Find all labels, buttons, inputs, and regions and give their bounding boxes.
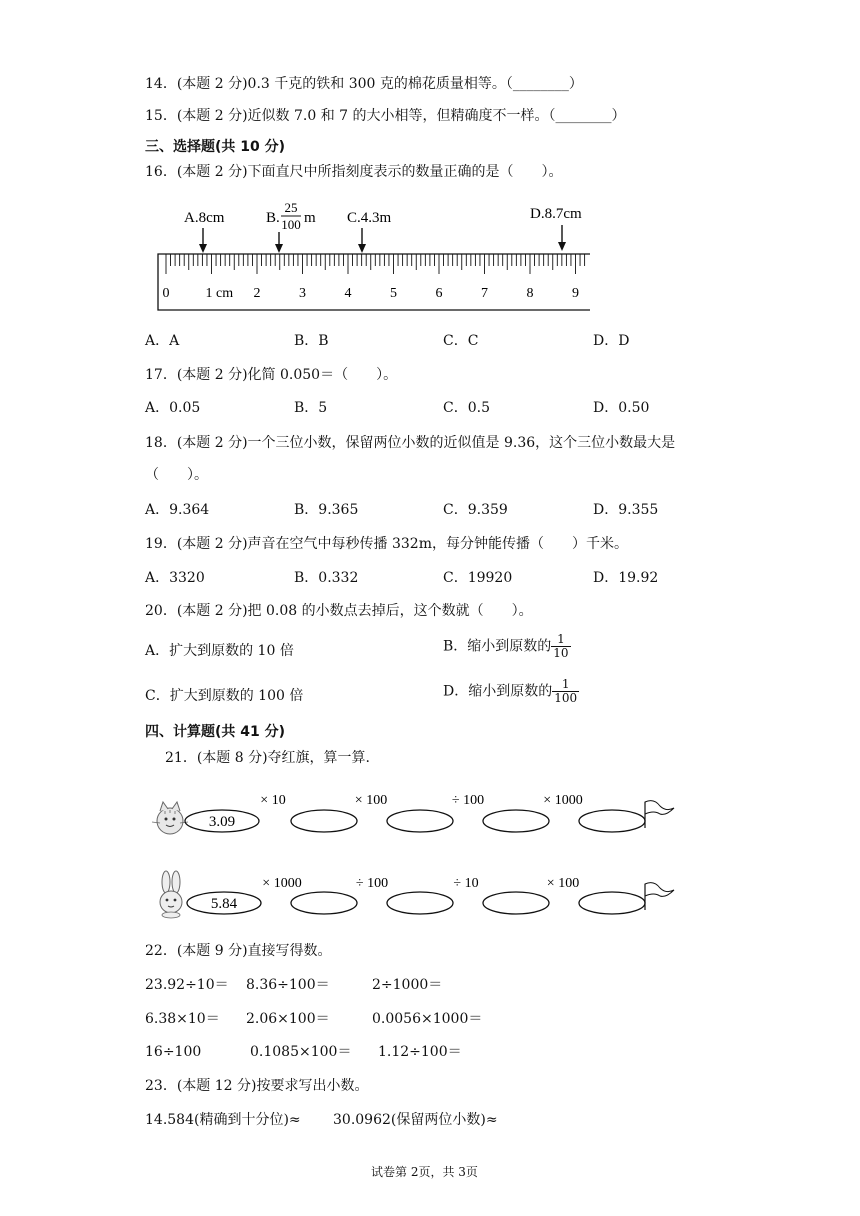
q16-option-d[interactable]: D．D bbox=[593, 333, 630, 349]
row2-answer-oval-1 bbox=[291, 892, 357, 914]
ruler-figure bbox=[150, 198, 600, 316]
row2-answer-oval-4 bbox=[579, 892, 645, 914]
q19-option-b[interactable]: B．0.332 bbox=[294, 570, 359, 586]
ruler-tick-labels bbox=[163, 286, 580, 301]
row2-answer-oval-3 bbox=[483, 892, 549, 914]
ruler-label-b-prefix: B. bbox=[266, 210, 280, 226]
q20-option-d[interactable] bbox=[443, 678, 579, 705]
q16-option-a[interactable]: A．A bbox=[145, 333, 180, 349]
ruler-ticks bbox=[166, 254, 585, 274]
q16-option-b[interactable]: B．B bbox=[294, 333, 329, 349]
row1-op-4: × 1000 bbox=[543, 793, 583, 808]
row1-answer-oval-1 bbox=[291, 810, 357, 832]
row2-op-3: ÷ 10 bbox=[453, 876, 479, 891]
ruler-tick-label: 5 bbox=[390, 286, 397, 301]
page-footer: 试卷第 2页，共 3页 bbox=[371, 1165, 478, 1179]
q17-option-d[interactable]: D．0.50 bbox=[593, 400, 650, 416]
question-15: 15．(本题 2 分)近似数 7.0 和 7 的大小相等，但精确度不一样。（________） bbox=[145, 108, 626, 124]
q17-option-a[interactable]: A．0.05 bbox=[145, 400, 201, 416]
ruler-label-b-num: 25 bbox=[284, 200, 298, 215]
q20-option-d-label: D．缩小到原数的 bbox=[443, 683, 553, 700]
row2-op-4: × 100 bbox=[546, 876, 580, 891]
q22-item: 2÷1000＝ bbox=[372, 977, 443, 993]
ruler-label-b-den: 100 bbox=[281, 217, 301, 232]
row1-answer-oval-4 bbox=[579, 810, 645, 832]
ruler-label-d: D.8.7cm bbox=[530, 206, 582, 222]
q22-item: 1.12÷100＝ bbox=[378, 1044, 462, 1060]
question-20: 20．(本题 2 分)把 0.08 的小数点去掉后，这个数就（ ）。 bbox=[145, 603, 533, 619]
q23-item: 30.0962(保留两位小数)≈ bbox=[333, 1112, 498, 1128]
question-19: 19．(本题 2 分)声音在空气中每秒传播 332m，每分钟能传播（ ）千米。 bbox=[145, 536, 628, 552]
section-4-title: 四、计算题(共 41 分) bbox=[145, 724, 286, 740]
arrow-a-icon bbox=[199, 244, 207, 253]
row1-op-2: × 100 bbox=[354, 793, 388, 808]
q17-option-b[interactable]: B．5 bbox=[294, 400, 328, 416]
question-23: 23．(本题 12 分)按要求写出小数。 bbox=[145, 1078, 369, 1094]
row2-op-1: × 1000 bbox=[262, 876, 302, 891]
q22-item: 2.06×100＝ bbox=[246, 1011, 330, 1027]
q18-option-c[interactable]: C．9.359 bbox=[443, 502, 508, 518]
q19-option-c[interactable]: C．19920 bbox=[443, 570, 513, 586]
q22-item: 6.38×10＝ bbox=[145, 1011, 220, 1027]
question-14: 14．(本题 2 分)0.3 千克的铁和 300 克的棉花质量相等。（________） bbox=[145, 76, 583, 92]
q18-option-d[interactable]: D．9.355 bbox=[593, 502, 659, 518]
q20-option-a[interactable]: A．扩大到原数的 10 倍 bbox=[145, 643, 294, 659]
ruler-label-c: C.4.3m bbox=[347, 210, 392, 226]
q19-option-a[interactable]: A．3320 bbox=[145, 570, 205, 586]
arrow-c-icon bbox=[358, 244, 366, 253]
question-18: 18．(本题 2 分)一个三位小数，保留两位小数的近似值是 9.36，这个三位小数最大是 bbox=[145, 435, 676, 451]
q17-option-c[interactable]: C．0.5 bbox=[443, 400, 490, 416]
question-17: 17．(本题 2 分)化简 0.050＝（ ）。 bbox=[145, 367, 398, 383]
q16-option-c[interactable]: C．C bbox=[443, 333, 479, 349]
q22-item: 8.36÷100＝ bbox=[246, 977, 330, 993]
arrow-d-icon bbox=[558, 242, 566, 251]
row1-op-1: × 10 bbox=[260, 793, 286, 808]
row2-op-2: ÷ 100 bbox=[355, 876, 389, 891]
row2-start-value: 5.84 bbox=[210, 896, 238, 912]
q18-option-b[interactable]: B．9.365 bbox=[294, 502, 359, 518]
q20-option-b-fraction: $\frac{1}{10}$ bbox=[553, 632, 569, 660]
q20-option-b[interactable] bbox=[443, 633, 571, 660]
ruler-tick-label: 8 bbox=[526, 286, 534, 301]
ruler-label-b-unit: m bbox=[304, 210, 316, 226]
ruler-label-a: A.8cm bbox=[184, 210, 225, 226]
ruler-tick-label: 0 bbox=[162, 286, 170, 301]
q23-item: 14.584(精确到十分位)≈ bbox=[145, 1112, 301, 1128]
q19-option-d[interactable]: D．19.92 bbox=[593, 570, 659, 586]
ruler-tick-label: 6 bbox=[435, 286, 443, 301]
ruler-tick-label: 9 bbox=[572, 286, 579, 301]
arrow-b-icon bbox=[275, 244, 283, 253]
q20-option-d-fraction: $\frac{1}{100}$ bbox=[554, 677, 578, 705]
question-16: 16．(本题 2 分)下面直尺中所指刻度表示的数量正确的是（ ）。 bbox=[145, 164, 563, 180]
row1-op-3: ÷ 100 bbox=[451, 793, 485, 808]
q22-item: 16÷100 bbox=[145, 1044, 202, 1060]
q22-item: 0.1085×100＝ bbox=[250, 1044, 352, 1060]
question-22: 22．(本题 9 分)直接写得数。 bbox=[145, 943, 332, 959]
row1-answer-oval-2 bbox=[387, 810, 453, 832]
flag-race-figure bbox=[148, 784, 678, 926]
row1-flag-icon bbox=[645, 801, 674, 828]
q20-option-c[interactable]: C．扩大到原数的 100 倍 bbox=[145, 688, 304, 704]
cat-icon bbox=[152, 802, 188, 834]
row1-answer-oval-3 bbox=[483, 810, 549, 832]
q22-item: 23.92÷10＝ bbox=[145, 977, 229, 993]
section-3-title: 三、选择题(共 10 分) bbox=[145, 139, 286, 155]
question-18-blank: （ ）。 bbox=[145, 467, 208, 483]
ruler-tick-label: 7 bbox=[481, 286, 488, 301]
q18-option-a[interactable]: A．9.364 bbox=[145, 502, 210, 518]
q22-item: 0.0056×1000＝ bbox=[372, 1011, 483, 1027]
ruler-tick-label: 2 bbox=[253, 286, 261, 301]
rabbit-icon bbox=[160, 871, 182, 918]
row2-answer-oval-2 bbox=[387, 892, 453, 914]
row2-flag-icon bbox=[645, 883, 674, 910]
ruler-tick-label: 3 bbox=[299, 286, 306, 301]
ruler-tick-label: 4 bbox=[344, 286, 352, 301]
row1-start-value: 3.09 bbox=[208, 814, 236, 830]
ruler-tick-label: 1 cm bbox=[205, 286, 234, 301]
question-21: 21．(本题 8 分)夺红旗，算一算. bbox=[165, 750, 370, 766]
q20-option-b-label: B．缩小到原数的 bbox=[443, 638, 552, 655]
